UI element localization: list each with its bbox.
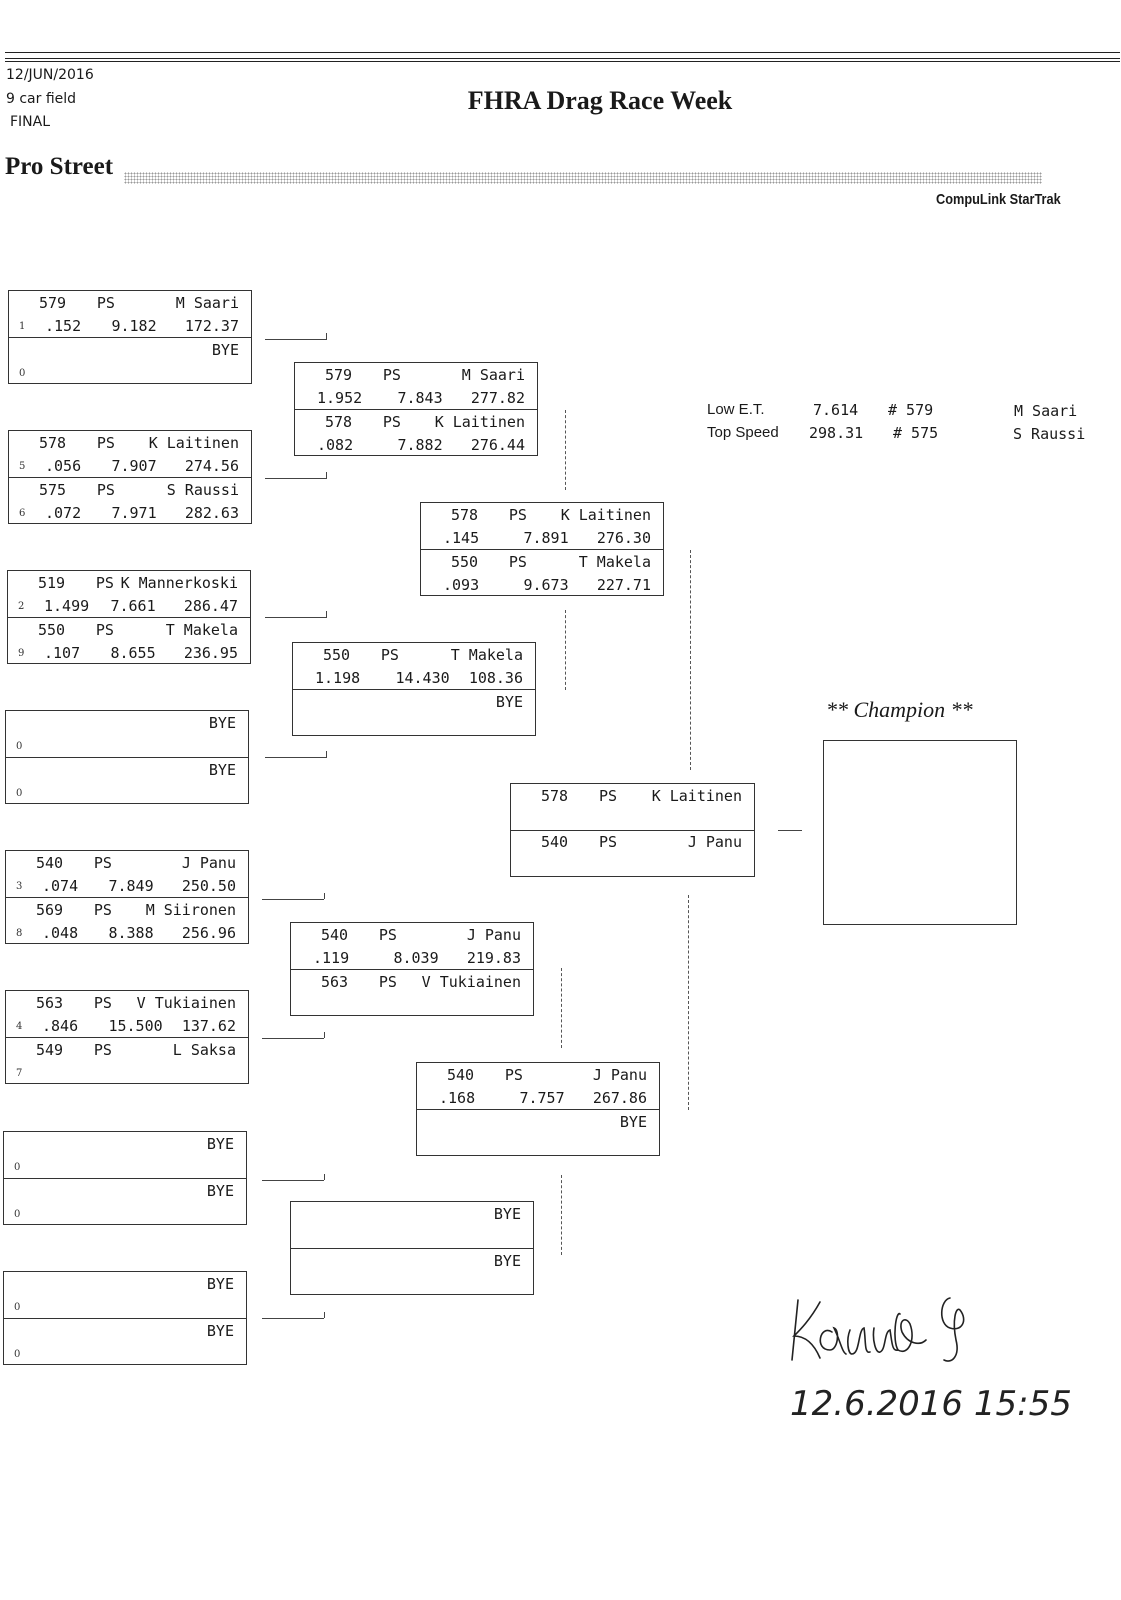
- class-title: Pro Street: [5, 153, 114, 180]
- event-title: FHRA Drag Race Week: [467, 86, 733, 115]
- box-divider: [421, 549, 663, 550]
- elapsed-time: 7.849: [108, 877, 154, 895]
- reaction-time: .846: [42, 1017, 79, 1035]
- seed-number: 0: [14, 1302, 21, 1313]
- driver-name: BYE: [211, 341, 239, 359]
- top-speed-driver: S Raussi: [1013, 425, 1086, 443]
- box-divider: [9, 477, 251, 478]
- driver-name: BYE: [208, 714, 236, 732]
- car-number: 549: [36, 1041, 64, 1059]
- round1-match: [8, 430, 252, 524]
- seed-number: 5: [19, 461, 26, 472]
- elapsed-time: 9.182: [111, 317, 157, 335]
- round2-connector: [561, 968, 562, 1048]
- driver-name: M Saari: [175, 294, 239, 312]
- box-divider: [511, 830, 754, 831]
- class-code: PS: [95, 621, 114, 639]
- class-code: PS: [95, 574, 114, 592]
- seed-number: 8: [16, 928, 23, 939]
- seed-number: 3: [16, 881, 23, 892]
- champion-label: ** Champion **: [826, 697, 973, 722]
- driver-name: V Tukiainen: [421, 973, 521, 991]
- car-number: 540: [36, 854, 64, 872]
- round2-connector: [565, 410, 566, 490]
- reaction-time: .107: [44, 644, 81, 662]
- seed-number: 0: [14, 1349, 21, 1360]
- connector-tick: [326, 751, 327, 757]
- round1-connector: [262, 1038, 324, 1039]
- seed-number: 0: [19, 368, 26, 379]
- car-number: 578: [325, 413, 353, 431]
- round1-match: [5, 710, 249, 804]
- driver-name: BYE: [208, 761, 236, 779]
- class-code: PS: [508, 506, 527, 524]
- connector-tick: [326, 611, 327, 617]
- round1-connector: [265, 757, 327, 758]
- driver-name: J Panu: [687, 833, 742, 851]
- reaction-time: .048: [42, 924, 79, 942]
- class-code: PS: [599, 787, 618, 805]
- top-speed: 172.37: [184, 317, 239, 335]
- top-speed: 256.96: [181, 924, 236, 942]
- top-rule: [5, 52, 1120, 53]
- driver-name: T Makela: [165, 621, 238, 639]
- round2-connector: [565, 610, 566, 690]
- top-speed-value: 298.31: [809, 424, 864, 442]
- handwritten-signature: [780, 1280, 1080, 1430]
- race-status: FINAL: [10, 114, 51, 130]
- top-speed: 276.44: [470, 436, 525, 454]
- car-number: 569: [36, 901, 64, 919]
- top-speed: 108.36: [468, 669, 523, 687]
- box-divider: [291, 1248, 533, 1249]
- reaction-time: .145: [443, 529, 480, 547]
- round2-match: [290, 1201, 534, 1295]
- field-size: 9 car field: [6, 91, 77, 107]
- top-rule-2: [5, 58, 1120, 59]
- driver-name: K Laitinen: [560, 506, 651, 524]
- seed-number: 0: [14, 1162, 21, 1173]
- round1-connector: [265, 478, 327, 479]
- seed-number: 0: [16, 741, 23, 752]
- box-divider: [9, 337, 251, 338]
- semifinal-match: [420, 502, 664, 596]
- reaction-time: 1.499: [44, 597, 90, 615]
- car-number: 519: [38, 574, 66, 592]
- reaction-time: .056: [45, 457, 82, 475]
- reaction-time: .093: [443, 576, 480, 594]
- class-code: PS: [504, 1066, 523, 1084]
- reaction-time: 1.952: [317, 389, 363, 407]
- connector-tick: [324, 1312, 325, 1318]
- driver-name: BYE: [493, 1252, 521, 1270]
- elapsed-time: 9.673: [523, 576, 569, 594]
- car-number: 575: [39, 481, 67, 499]
- semifinal-connector: [690, 550, 691, 770]
- round2-match: [294, 362, 538, 456]
- final-match: [510, 783, 755, 877]
- round2-connector: [561, 1175, 562, 1255]
- elapsed-time: 7.907: [111, 457, 157, 475]
- elapsed-time: 8.039: [393, 949, 439, 967]
- car-number: 578: [541, 787, 569, 805]
- box-divider: [6, 1037, 248, 1038]
- top-rule-3: [5, 61, 1120, 62]
- driver-name: BYE: [206, 1135, 234, 1153]
- car-number: 550: [323, 646, 351, 664]
- connector-tick: [326, 333, 327, 339]
- box-divider: [417, 1109, 659, 1110]
- box-divider: [6, 757, 248, 758]
- top-speed: 286.47: [183, 597, 238, 615]
- signature-strokes: [792, 1298, 964, 1361]
- round1-connector: [265, 617, 327, 618]
- top-speed: 250.50: [181, 877, 236, 895]
- class-code: PS: [93, 854, 112, 872]
- seed-number: 0: [14, 1209, 21, 1220]
- driver-name: BYE: [495, 693, 523, 711]
- driver-name: BYE: [206, 1322, 234, 1340]
- round1-match: [3, 1131, 247, 1225]
- top-speed-car: # 575: [893, 424, 939, 442]
- car-number: 540: [541, 833, 569, 851]
- round1-connector: [262, 1180, 324, 1181]
- top-speed: 219.83: [466, 949, 521, 967]
- elapsed-time: 8.655: [110, 644, 156, 662]
- box-divider: [293, 689, 535, 690]
- top-speed: 276.30: [596, 529, 651, 547]
- champion-box: [823, 740, 1017, 925]
- car-number: 579: [39, 294, 67, 312]
- signature-date: 12.6.2016 15:55: [790, 1384, 1072, 1424]
- top-speed: 282.63: [184, 504, 239, 522]
- round1-match: [8, 290, 252, 384]
- connector-tick: [326, 472, 327, 478]
- reaction-time: .072: [45, 504, 82, 522]
- top-speed: 236.95: [183, 644, 238, 662]
- reaction-time: .168: [439, 1089, 476, 1107]
- elapsed-time: 7.882: [397, 436, 443, 454]
- reaction-time: .074: [42, 877, 79, 895]
- round1-connector: [262, 1318, 324, 1319]
- car-number: 550: [38, 621, 66, 639]
- seed-number: 7: [16, 1068, 23, 1079]
- elapsed-time: 8.388: [108, 924, 154, 942]
- elapsed-time: 7.757: [519, 1089, 565, 1107]
- car-number: 563: [321, 973, 349, 991]
- seed-number: 0: [16, 788, 23, 799]
- low-et-value: 7.614: [813, 401, 859, 419]
- class-code: PS: [382, 366, 401, 384]
- class-code: PS: [96, 434, 115, 452]
- round1-match: [5, 850, 249, 944]
- driver-name: J Panu: [592, 1066, 647, 1084]
- class-code: PS: [599, 833, 618, 851]
- class-code: PS: [96, 294, 115, 312]
- seed-number: 9: [18, 648, 25, 659]
- connector-tick: [324, 893, 325, 899]
- final-to-champion-line: [778, 830, 802, 831]
- driver-name: BYE: [206, 1275, 234, 1293]
- box-divider: [291, 969, 533, 970]
- driver-name: J Panu: [181, 854, 236, 872]
- round1-match: [5, 990, 249, 1084]
- driver-name: BYE: [619, 1113, 647, 1131]
- driver-name: J Panu: [466, 926, 521, 944]
- driver-name: K Laitinen: [651, 787, 742, 805]
- race-date: 12/JUN/2016: [6, 67, 94, 83]
- class-code: PS: [508, 553, 527, 571]
- driver-name: K Laitinen: [434, 413, 525, 431]
- elapsed-time: 7.661: [110, 597, 156, 615]
- class-dotted-bar: [124, 172, 1042, 184]
- reaction-time: .119: [313, 949, 350, 967]
- car-number: 540: [447, 1066, 475, 1084]
- semifinal-connector: [688, 895, 689, 1110]
- driver-name: K Laitinen: [148, 434, 239, 452]
- class-code: PS: [93, 901, 112, 919]
- elapsed-time: 7.843: [397, 389, 443, 407]
- box-divider: [4, 1178, 246, 1179]
- driver-name: V Tukiainen: [136, 994, 236, 1012]
- car-number: 540: [321, 926, 349, 944]
- round1-connector: [262, 899, 324, 900]
- round2-match: [292, 642, 536, 736]
- elapsed-time: 7.891: [523, 529, 569, 547]
- box-divider: [8, 617, 250, 618]
- driver-name: S Raussi: [166, 481, 239, 499]
- seed-number: 4: [16, 1021, 23, 1032]
- box-divider: [6, 897, 248, 898]
- vendor-label: CompuLink StarTrak: [936, 191, 1061, 208]
- round2-match: [290, 922, 534, 1016]
- class-code: PS: [93, 994, 112, 1012]
- driver-name: T Makela: [450, 646, 523, 664]
- seed-number: 2: [18, 601, 25, 612]
- elapsed-time: 15.500: [108, 1017, 163, 1035]
- car-number: 550: [451, 553, 479, 571]
- driver-name: L Saksa: [172, 1041, 236, 1059]
- driver-name: BYE: [493, 1205, 521, 1223]
- driver-name: T Makela: [578, 553, 651, 571]
- low-et-driver: M Saari: [1014, 402, 1078, 420]
- class-code: PS: [378, 973, 397, 991]
- class-code: PS: [96, 481, 115, 499]
- round1-match: [7, 570, 251, 664]
- round1-match: [3, 1271, 247, 1365]
- driver-name: K Mannerkoski: [120, 574, 238, 592]
- reaction-time: 1.198: [315, 669, 361, 687]
- box-divider: [4, 1318, 246, 1319]
- low-et-label: Low E.T.: [707, 401, 765, 418]
- top-speed: 267.86: [592, 1089, 647, 1107]
- seed-number: 6: [19, 508, 26, 519]
- car-number: 578: [39, 434, 67, 452]
- car-number: 578: [451, 506, 479, 524]
- round1-connector: [265, 339, 327, 340]
- seed-number: 1: [19, 321, 26, 332]
- driver-name: M Siironen: [145, 901, 236, 919]
- top-speed: 137.62: [181, 1017, 236, 1035]
- elapsed-time: 7.971: [111, 504, 157, 522]
- box-divider: [295, 409, 537, 410]
- top-speed-label: Top Speed: [707, 424, 779, 441]
- driver-name: BYE: [206, 1182, 234, 1200]
- class-code: PS: [380, 646, 399, 664]
- class-code: PS: [378, 926, 397, 944]
- semifinal-match: [416, 1062, 660, 1156]
- car-number: 579: [325, 366, 353, 384]
- connector-tick: [324, 1032, 325, 1038]
- low-et-car: # 579: [888, 401, 934, 419]
- elapsed-time: 14.430: [395, 669, 450, 687]
- car-number: 563: [36, 994, 64, 1012]
- class-code: PS: [93, 1041, 112, 1059]
- top-speed: 274.56: [184, 457, 239, 475]
- top-speed: 277.82: [470, 389, 525, 407]
- reaction-time: .082: [317, 436, 354, 454]
- top-speed: 227.71: [596, 576, 651, 594]
- connector-tick: [324, 1174, 325, 1180]
- driver-name: M Saari: [461, 366, 525, 384]
- reaction-time: .152: [45, 317, 82, 335]
- class-code: PS: [382, 413, 401, 431]
